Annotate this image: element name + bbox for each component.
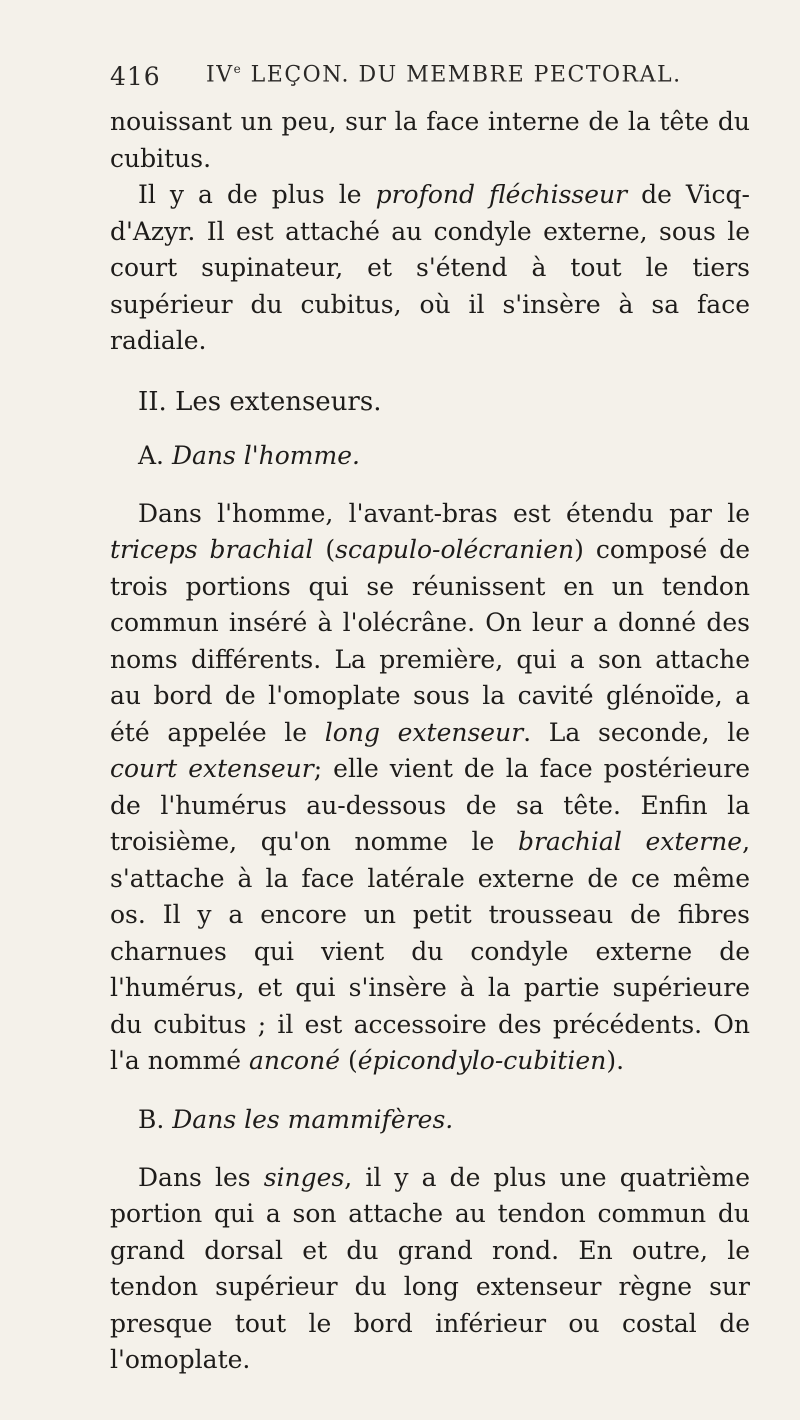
paragraph-continuation: nouissant un peu, sur la face interne de la tête du cubitus. — [110, 107, 750, 173]
page-number: 416 — [110, 62, 161, 91]
paragraph-singes: Dans les singes, il y a de plus une quatrième portion qui a son attache au tendon commun du grand dorsal et du grand rond. En outre, le tendon supérieur du long extenseur règne sur presque tout le bord inférieur ou costal de l'omoplate. — [110, 1162, 750, 1374]
subheading-homme: A. Dans l'homme. — [138, 440, 360, 470]
running-title: IVe LEÇON. DU MEMBRE PECTORAL. — [206, 62, 682, 88]
paragraph-profond-flechisseur: Il y a de plus le profond fléchisseur de Vicq-d'Azyr. Il est attaché au condyle externe, sous le court supinateur, et s'étend à tout le tiers supérieur du cubitus, où il s'insère à sa face radiale. — [110, 180, 750, 355]
book-page — [110, 62, 750, 1379]
section-heading-extenseurs: II. Les extenseurs. — [138, 386, 382, 417]
paragraph-triceps: Dans l'homme, l'avant-bras est étendu par le triceps brachial (scapulo-olécranien) composé de trois portions qui se réunissent en un tendon commun inséré à l'olécrâne. On leur a donné des noms différents. La première, qui a son attache au bord de l'omoplate sous la cavité glénoïde, a été appelée le long extenseur. La seconde, le court extenseur; elle vient de la face postérieure de l'humérus au-dessous de sa tête. Enfin la troisième, qu'on nomme le brachial externe, s'attache à la face latérale externe de ce même os. Il y a encore un petit trousseau de fibres charnues qui vient du condyle externe de l'humérus, et qui s'insère à la partie supérieure du cubitus ; il est accessoire des précédents. On l'a nommé anconé (épicondylo-cubitien). — [110, 498, 751, 1075]
subheading-mammiferes: B. Dans les mammifères. — [138, 1104, 454, 1134]
running-head — [110, 62, 750, 100]
